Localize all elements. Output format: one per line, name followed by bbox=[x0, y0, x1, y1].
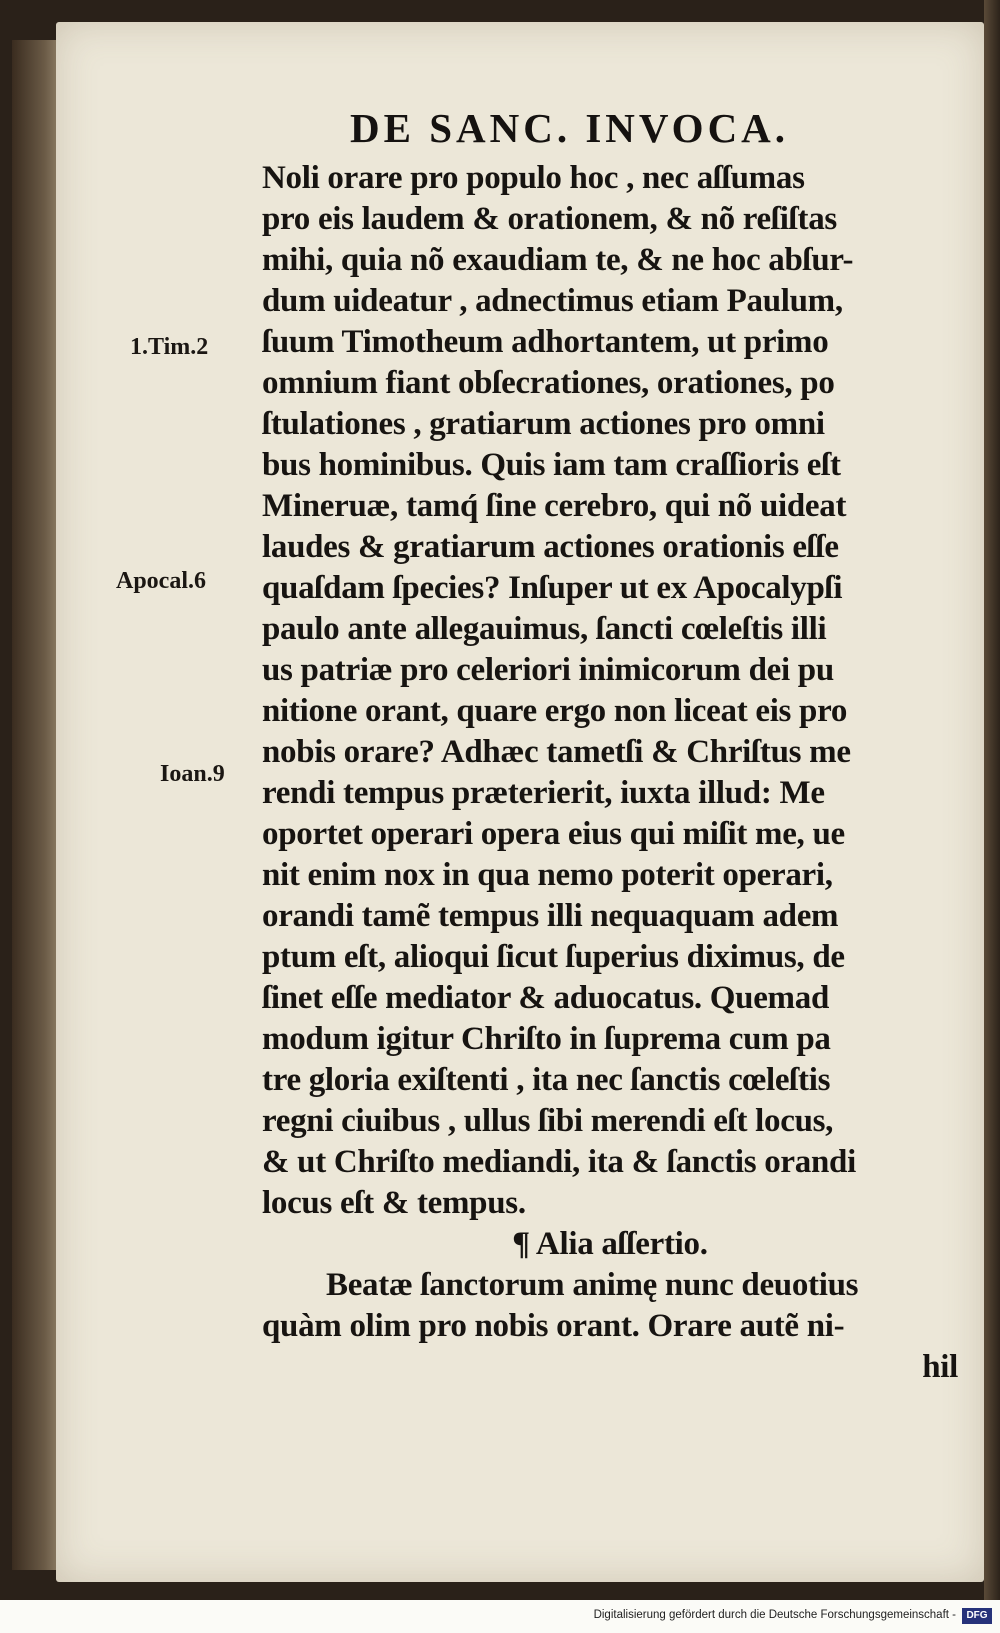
text-line: mihi, quia nõ exaudiam te, & ne hoc abſur- bbox=[262, 242, 854, 278]
footer-bar bbox=[0, 1600, 1000, 1633]
section-heading: ¶ Alia aſſertio. bbox=[512, 1226, 708, 1262]
book-spine bbox=[12, 40, 58, 1570]
text-line: pro eis laudem & orationem, & nõ reſiſtas bbox=[262, 201, 837, 237]
text-line: dum uideatur , adnectimus etiam Paulum, bbox=[262, 283, 843, 319]
text-line: Noli orare pro populo hoc , nec aſſumas bbox=[262, 160, 805, 196]
catchword: hil bbox=[922, 1349, 958, 1385]
text-line: ſuum Timotheum adhortantem, ut primo bbox=[262, 324, 829, 360]
text-line: nitione orant, quare ergo non liceat eis pro bbox=[262, 693, 848, 729]
text-line: orandi tamẽ tempus illi nequaquam adem bbox=[262, 898, 839, 934]
margin-note-apocalypse: Apocal.6 bbox=[116, 568, 206, 594]
text-line: omnium fiant obſecrationes, orationes, po bbox=[262, 365, 835, 401]
running-head: DE SANC. INVOCA. bbox=[350, 105, 790, 151]
text-line: nobis orare? Adhæc tametſi & Chriſtus me bbox=[262, 734, 851, 770]
text-line: & ut Chriſto mediandi, ita & ſanctis orandi bbox=[262, 1144, 856, 1180]
text-line: locus eſt & tempus. bbox=[262, 1185, 526, 1221]
text-line: bus hominibus. Quis iam tam craſſioris eſt bbox=[262, 447, 841, 483]
text-line: rendi tempus præterierit, iuxta illud: Me bbox=[262, 775, 825, 811]
text-line: ptum eſt, alioqui ſicut ſuperius diximus, de bbox=[262, 939, 845, 975]
dfg-logo: DFG bbox=[962, 1608, 992, 1624]
text-line: oportet operari opera eius qui miſit me, ue bbox=[262, 816, 845, 852]
text-line: ſtulationes , gratiarum actiones pro omni bbox=[262, 406, 825, 442]
text-line: us patriæ pro celeriori inimicorum dei pu bbox=[262, 652, 834, 688]
text-line: Beatæ ſanctorum animę nunc deuotius bbox=[326, 1267, 859, 1303]
book-edge bbox=[984, 0, 1000, 1600]
text-line: regni ciuibus , ullus ſibi merendi eſt locus, bbox=[262, 1103, 834, 1139]
text-line: paulo ante allegauimus, ſancti cœleſtis illi bbox=[262, 611, 827, 647]
footer-credit: Digitalisierung gefördert durch die Deutsche Forschungsgemeinschaft - bbox=[593, 1609, 956, 1621]
text-line: ſinet eſſe mediator & aduocatus. Quemad bbox=[262, 980, 829, 1016]
text-line: Mineruæ, tamq́ ſine cerebro, qui nõ uideat bbox=[262, 488, 847, 524]
body-text bbox=[262, 158, 958, 1388]
margin-note-timothy: 1.Tim.2 bbox=[130, 334, 209, 360]
text-line: tre gloria exiſtenti , ita nec ſanctis cœleſtis bbox=[262, 1062, 831, 1098]
text-line: quaſdam ſpecies? Inſuper ut ex Apocalypſi bbox=[262, 570, 843, 606]
text-line: modum igitur Chriſto in ſuprema cum pa bbox=[262, 1021, 831, 1057]
text-line: quàm olim pro nobis orant. Orare autẽ ni- bbox=[262, 1308, 845, 1344]
text-line: nit enim nox in qua nemo poterit operari, bbox=[262, 857, 833, 893]
margin-note-john: Ioan.9 bbox=[160, 761, 225, 787]
text-line: laudes & gratiarum actiones orationis eſſe bbox=[262, 529, 839, 565]
